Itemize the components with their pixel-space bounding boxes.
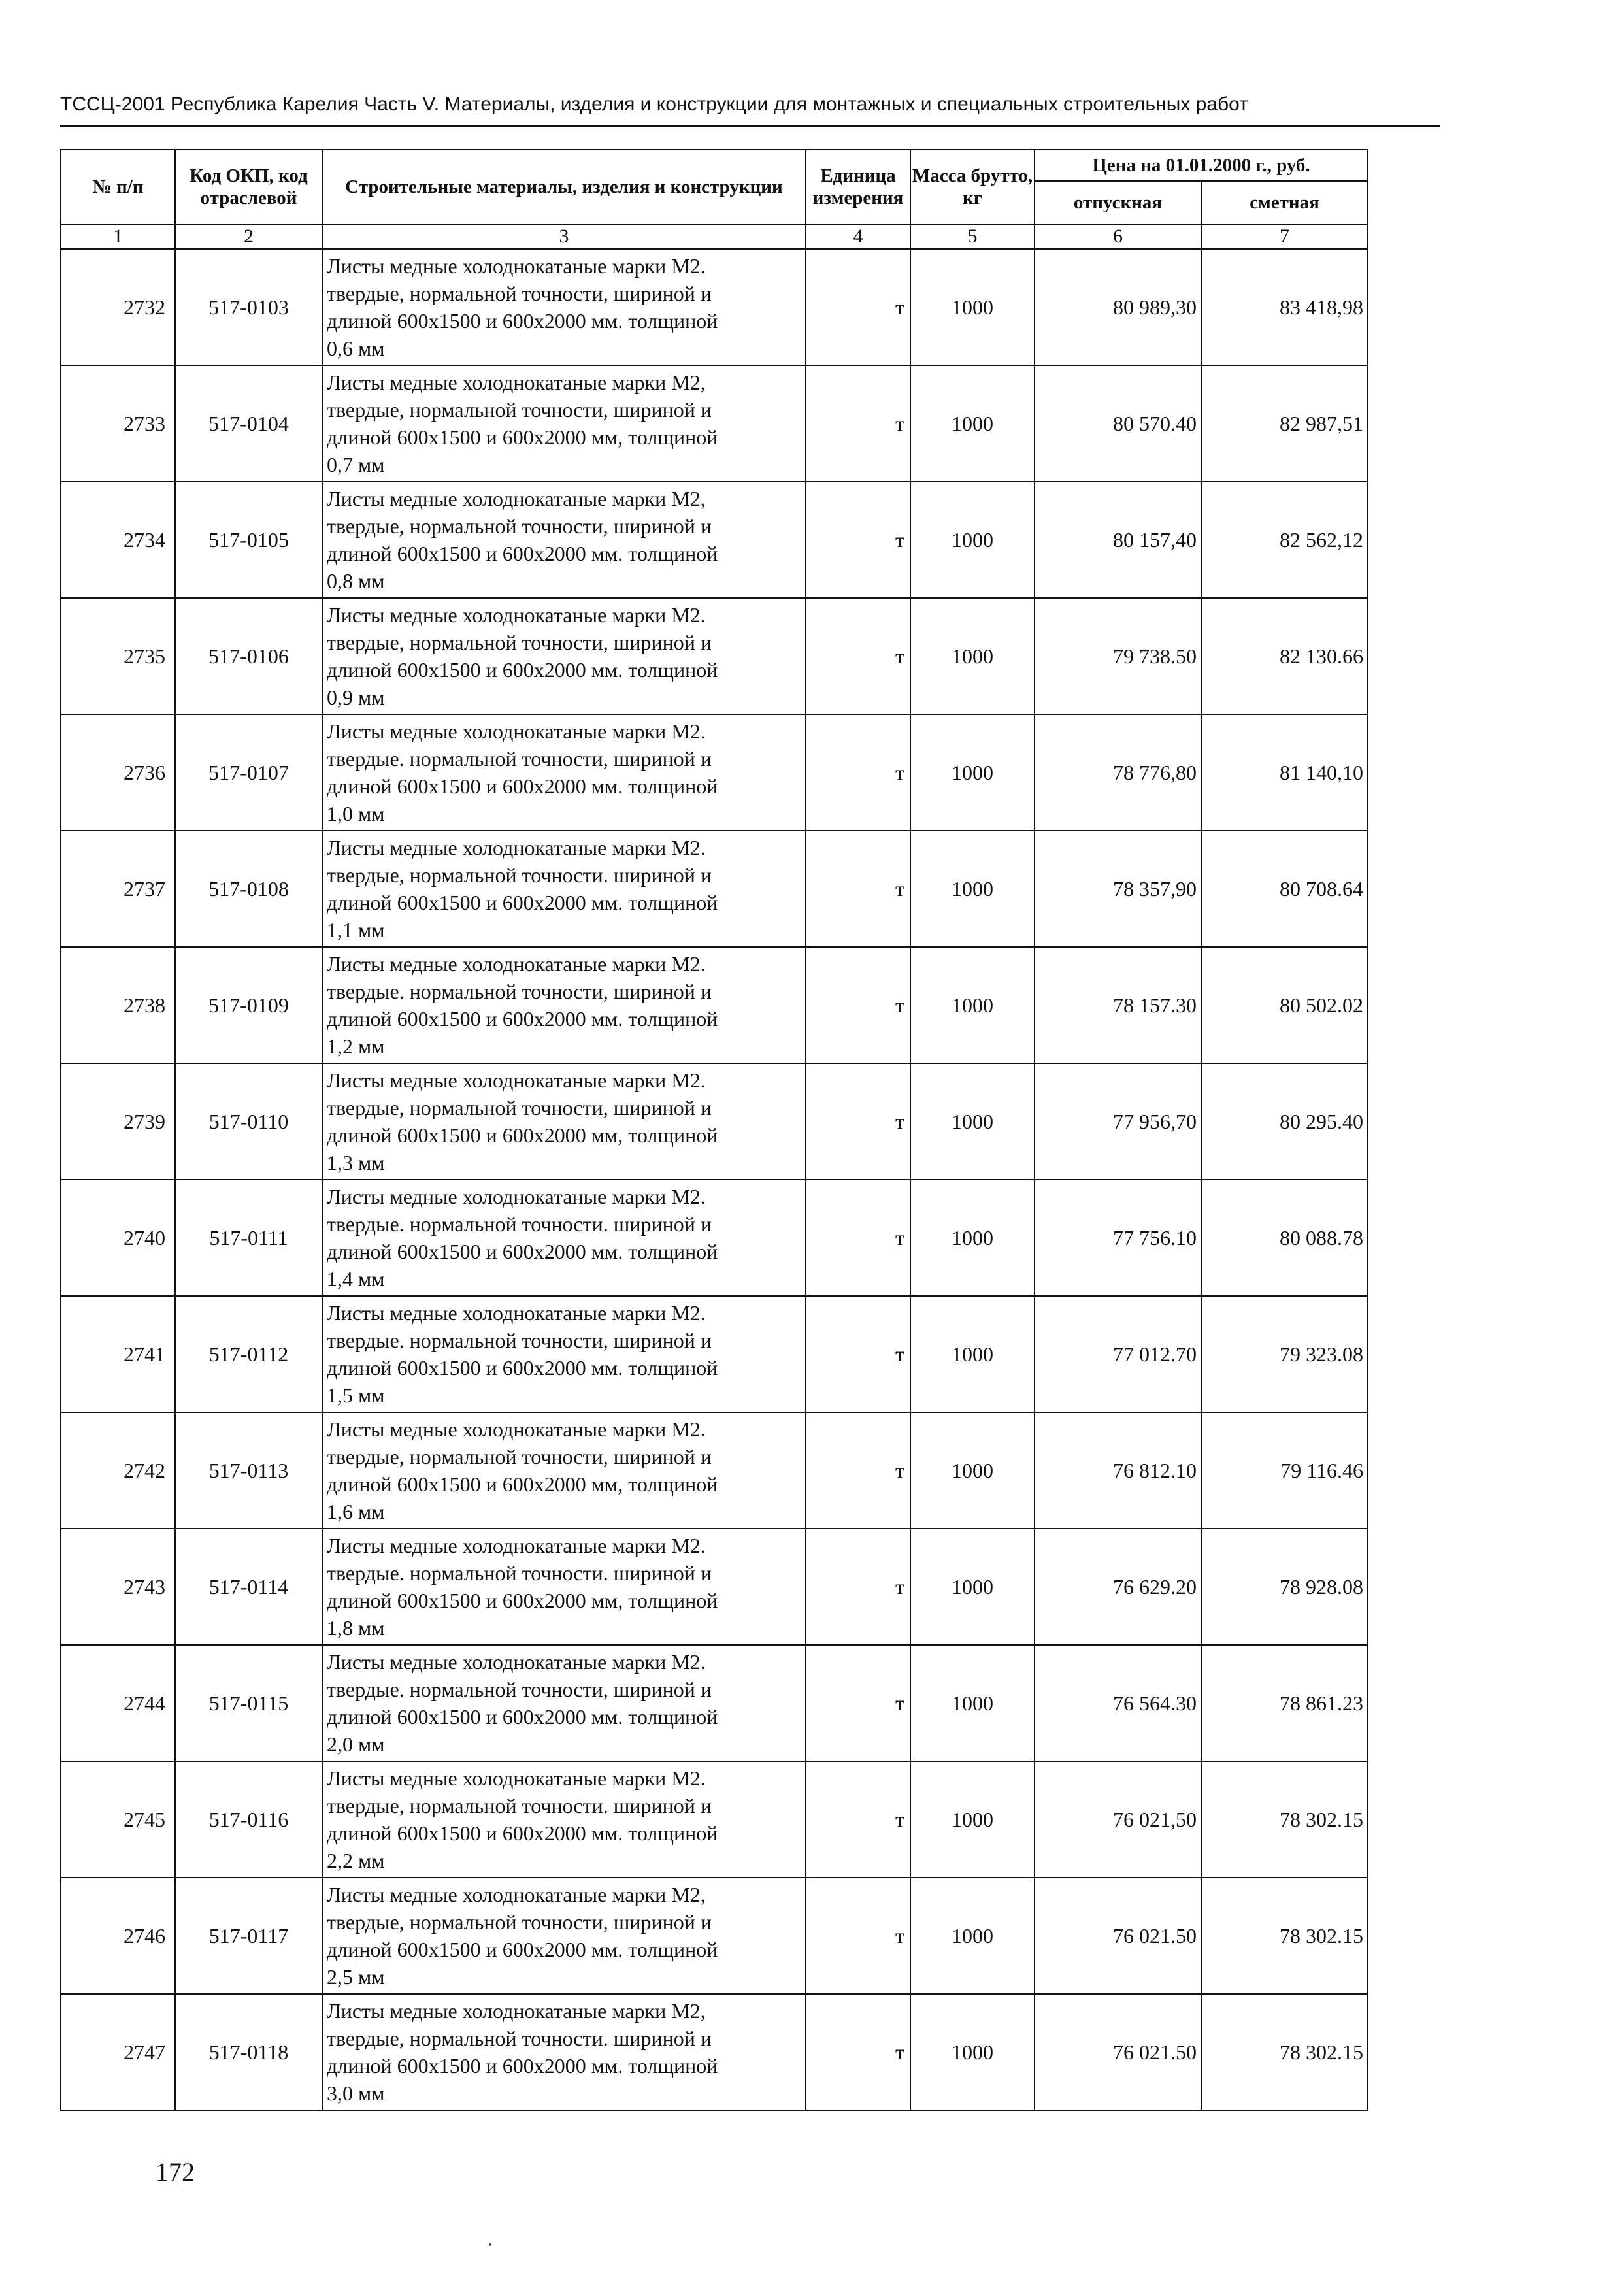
description-line: Листы медные холоднокатаные марки М2. <box>327 1766 706 1790</box>
table-row <box>61 947 1368 1063</box>
price-table <box>60 149 1368 2111</box>
unit-of-measure: т <box>806 1529 910 1645</box>
scan-speck <box>489 2243 491 2246</box>
description-line: длиной 600х1500 и 600х2000 мм. толщиной <box>327 542 718 565</box>
column-index-row <box>61 224 1368 249</box>
price-release: 76 021,50 <box>1035 1761 1201 1878</box>
gross-mass: 1000 <box>910 1063 1035 1180</box>
price-estimate: 80 708.64 <box>1201 831 1368 947</box>
description-line: Листы медные холоднокатаные марки М2. <box>327 1069 706 1092</box>
price-release: 77 956,70 <box>1035 1063 1201 1180</box>
description-line: твердые, нормальной точности. шириной и <box>327 1794 712 1817</box>
gross-mass: 1000 <box>910 831 1035 947</box>
okp-code: 517-0114 <box>175 1529 322 1645</box>
row-number: 2738 <box>61 947 175 1063</box>
material-description <box>322 598 806 714</box>
unit-of-measure: т <box>806 1761 910 1878</box>
description-line: твердые. нормальной точности. шириной и <box>327 1561 712 1585</box>
gross-mass: 1000 <box>910 947 1035 1063</box>
material-description <box>322 1761 806 1878</box>
unit-of-measure: т <box>806 1412 910 1529</box>
gross-mass: 1000 <box>910 1412 1035 1529</box>
description-line: Листы медные холоднокатаные марки М2, <box>327 1883 706 1906</box>
description-line: длиной 600х1500 и 600х2000 мм, толщиной <box>327 1589 718 1612</box>
description-line: длиной 600х1500 и 600х2000 мм. толщиной <box>327 1938 718 1961</box>
material-description <box>322 1645 806 1761</box>
description-line: 1,1 мм <box>327 918 385 942</box>
price-estimate: 78 861.23 <box>1201 1645 1368 1761</box>
description-line: твердые, нормальной точности. шириной и <box>327 863 712 887</box>
column-index: 3 <box>322 224 806 249</box>
description-line: длиной 600х1500 и 600х2000 мм. толщиной <box>327 1356 718 1380</box>
price-release: 76 812.10 <box>1035 1412 1201 1529</box>
material-description <box>322 1994 806 2110</box>
description-line: твердые. нормальной точности, шириной и <box>327 747 712 771</box>
okp-code: 517-0106 <box>175 598 322 714</box>
unit-of-measure: т <box>806 249 910 365</box>
description-line: 0,7 мм <box>327 453 385 476</box>
description-line: твердые, нормальной точности, шириной и <box>327 398 712 422</box>
gross-mass: 1000 <box>910 1994 1035 2110</box>
description-line: длиной 600х1500 и 600х2000 мм. толщиной <box>327 891 718 914</box>
page-header: ТССЦ-2001 Республика Карелия Часть V. Материалы, изделия и конструкции для монтажных и специальных строительных работ <box>60 93 1248 115</box>
table-row <box>61 1878 1368 1994</box>
row-number: 2732 <box>61 249 175 365</box>
description-line: длиной 600х1500 и 600х2000 мм. толщиной <box>327 1705 718 1729</box>
header-rule <box>60 125 1440 127</box>
description-line: твердые. нормальной точности, шириной и <box>327 1678 712 1701</box>
material-description <box>322 831 806 947</box>
description-line: Листы медные холоднокатаные марки М2. <box>327 1534 706 1557</box>
material-description <box>322 1529 806 1645</box>
price-release: 80 989,30 <box>1035 249 1201 365</box>
okp-code: 517-0105 <box>175 482 322 598</box>
unit-of-measure: т <box>806 714 910 831</box>
gross-mass: 1000 <box>910 598 1035 714</box>
description-line: твердые, нормальной точности, шириной и <box>327 282 712 305</box>
description-line: Листы медные холоднокатаные марки М2. <box>327 254 706 278</box>
material-description <box>322 482 806 598</box>
column-index: 7 <box>1201 224 1368 249</box>
price-release: 77 012.70 <box>1035 1296 1201 1412</box>
price-estimate: 80 502.02 <box>1201 947 1368 1063</box>
column-index: 6 <box>1035 224 1201 249</box>
description-line: Листы медные холоднокатаные марки М2. <box>327 720 706 743</box>
description-line: твердые, нормальной точности. шириной и <box>327 2027 712 2050</box>
material-description <box>322 1296 806 1412</box>
description-line: Листы медные холоднокатаные марки М2. <box>327 1185 706 1208</box>
okp-code: 517-0110 <box>175 1063 322 1180</box>
material-description <box>322 1878 806 1994</box>
description-line: твердые. нормальной точности, шириной и <box>327 1329 712 1352</box>
price-release: 78 776,80 <box>1035 714 1201 831</box>
description-line: 0,9 мм <box>327 686 385 709</box>
col-header-unit: Единица измерения <box>806 150 910 224</box>
gross-mass: 1000 <box>910 365 1035 482</box>
page-number: 172 <box>156 2157 195 2187</box>
description-line: длиной 600х1500 и 600х2000 мм, толщиной <box>327 1123 718 1147</box>
unit-of-measure: т <box>806 1994 910 2110</box>
unit-of-measure: т <box>806 947 910 1063</box>
table-row <box>61 831 1368 947</box>
unit-of-measure: т <box>806 482 910 598</box>
description-line: 3,0 мм <box>327 2081 385 2105</box>
col-header-price-group: Цена на 01.01.2000 г., руб. <box>1035 150 1368 181</box>
description-line: 0,8 мм <box>327 569 385 593</box>
okp-code: 517-0117 <box>175 1878 322 1994</box>
description-line: 1,2 мм <box>327 1035 385 1058</box>
price-estimate: 82 562,12 <box>1201 482 1368 598</box>
gross-mass: 1000 <box>910 1529 1035 1645</box>
gross-mass: 1000 <box>910 1878 1035 1994</box>
column-index: 2 <box>175 224 322 249</box>
price-release: 76 021.50 <box>1035 1878 1201 1994</box>
description-line: твердые, нормальной точности, шириной и <box>327 1910 712 1934</box>
table-row <box>61 1994 1368 2110</box>
unit-of-measure: т <box>806 1296 910 1412</box>
table-row <box>61 365 1368 482</box>
row-number: 2747 <box>61 1994 175 2110</box>
price-estimate: 78 302.15 <box>1201 1994 1368 2110</box>
column-index: 5 <box>910 224 1035 249</box>
description-line: длиной 600х1500 и 600х2000 мм. толщиной <box>327 2054 718 2078</box>
material-description <box>322 1063 806 1180</box>
price-estimate: 81 140,10 <box>1201 714 1368 831</box>
description-line: твердые. нормальной точности, шириной и <box>327 980 712 1003</box>
price-estimate: 80 295.40 <box>1201 1063 1368 1180</box>
description-line: твердые, нормальной точности, шириной и <box>327 1096 712 1119</box>
price-release: 78 357,90 <box>1035 831 1201 947</box>
okp-code: 517-0111 <box>175 1180 322 1296</box>
okp-code: 517-0108 <box>175 831 322 947</box>
column-index: 4 <box>806 224 910 249</box>
description-line: 2,5 мм <box>327 1965 385 1989</box>
table-row <box>61 1063 1368 1180</box>
description-line: Листы медные холоднокатаные марки М2. <box>327 1417 706 1441</box>
price-estimate: 78 302.15 <box>1201 1761 1368 1878</box>
gross-mass: 1000 <box>910 1296 1035 1412</box>
row-number: 2737 <box>61 831 175 947</box>
description-line: Листы медные холоднокатаные марки М2. <box>327 952 706 976</box>
description-line: 2,2 мм <box>327 1849 385 1872</box>
table-body <box>61 249 1368 2110</box>
gross-mass: 1000 <box>910 249 1035 365</box>
col-header-code: Код ОКП, код отраслевой <box>175 150 322 224</box>
gross-mass: 1000 <box>910 1761 1035 1878</box>
description-line: Листы медные холоднокатаные марки М2. <box>327 1301 706 1325</box>
description-line: Листы медные холоднокатаные марки М2, <box>327 371 706 394</box>
okp-code: 517-0116 <box>175 1761 322 1878</box>
description-line: 1,8 мм <box>327 1616 385 1640</box>
col-header-price-estimate: сметная <box>1201 181 1368 224</box>
description-line: длиной 600х1500 и 600х2000 мм, толщиной <box>327 1472 718 1496</box>
unit-of-measure: т <box>806 1180 910 1296</box>
col-header-mass: Масса брутто, кг <box>910 150 1035 224</box>
table-row <box>61 1761 1368 1878</box>
okp-code: 517-0109 <box>175 947 322 1063</box>
col-header-num: № п/п <box>61 150 175 224</box>
description-line: длиной 600х1500 и 600х2000 мм. толщиной <box>327 1821 718 1845</box>
row-number: 2739 <box>61 1063 175 1180</box>
material-description <box>322 1180 806 1296</box>
description-line: длиной 600х1500 и 600х2000 мм, толщиной <box>327 425 718 449</box>
description-line: длиной 600х1500 и 600х2000 мм. толщиной <box>327 1240 718 1263</box>
price-release: 76 629.20 <box>1035 1529 1201 1645</box>
gross-mass: 1000 <box>910 714 1035 831</box>
okp-code: 517-0113 <box>175 1412 322 1529</box>
gross-mass: 1000 <box>910 1645 1035 1761</box>
description-line: 0,6 мм <box>327 337 385 360</box>
okp-code: 517-0112 <box>175 1296 322 1412</box>
table-row <box>61 482 1368 598</box>
material-description <box>322 714 806 831</box>
description-line: Листы медные холоднокатаные марки М2, <box>327 1999 706 2023</box>
table-row <box>61 1296 1368 1412</box>
material-description <box>322 249 806 365</box>
price-release: 80 570.40 <box>1035 365 1201 482</box>
row-number: 2741 <box>61 1296 175 1412</box>
table-row <box>61 1412 1368 1529</box>
row-number: 2734 <box>61 482 175 598</box>
okp-code: 517-0103 <box>175 249 322 365</box>
table-row <box>61 1645 1368 1761</box>
price-estimate: 79 323.08 <box>1201 1296 1368 1412</box>
unit-of-measure: т <box>806 1063 910 1180</box>
row-number: 2746 <box>61 1878 175 1994</box>
description-line: длиной 600х1500 и 600х2000 мм. толщиной <box>327 658 718 682</box>
okp-code: 517-0107 <box>175 714 322 831</box>
price-estimate: 78 302.15 <box>1201 1878 1368 1994</box>
description-line: твердые. нормальной точности. шириной и <box>327 1212 712 1236</box>
description-line: Листы медные холоднокатаные марки М2, <box>327 487 706 510</box>
price-release: 76 564.30 <box>1035 1645 1201 1761</box>
row-number: 2742 <box>61 1412 175 1529</box>
row-number: 2735 <box>61 598 175 714</box>
price-release: 80 157,40 <box>1035 482 1201 598</box>
col-header-name: Строительные материалы, изделия и конструкции <box>322 150 806 224</box>
price-estimate: 78 928.08 <box>1201 1529 1368 1645</box>
price-estimate: 80 088.78 <box>1201 1180 1368 1296</box>
unit-of-measure: т <box>806 598 910 714</box>
description-line: 1,3 мм <box>327 1151 385 1174</box>
description-line: твердые, нормальной точности, шириной и <box>327 1445 712 1468</box>
row-number: 2745 <box>61 1761 175 1878</box>
table-row <box>61 1180 1368 1296</box>
row-number: 2733 <box>61 365 175 482</box>
table-row <box>61 714 1368 831</box>
description-line: длиной 600х1500 и 600х2000 мм. толщиной <box>327 309 718 333</box>
description-line: твердые, нормальной точности, шириной и <box>327 514 712 538</box>
col-header-price-release: отпускная <box>1035 181 1201 224</box>
description-line: Листы медные холоднокатаные марки М2. <box>327 836 706 859</box>
price-estimate: 82 987,51 <box>1201 365 1368 482</box>
okp-code: 517-0118 <box>175 1994 322 2110</box>
description-line: длиной 600х1500 и 600х2000 мм. толщиной <box>327 1007 718 1031</box>
row-number: 2736 <box>61 714 175 831</box>
description-line: 1,4 мм <box>327 1267 385 1291</box>
description-line: длиной 600х1500 и 600х2000 мм. толщиной <box>327 774 718 798</box>
price-estimate: 79 116.46 <box>1201 1412 1368 1529</box>
material-description <box>322 365 806 482</box>
unit-of-measure: т <box>806 365 910 482</box>
price-release: 76 021.50 <box>1035 1994 1201 2110</box>
row-number: 2744 <box>61 1645 175 1761</box>
column-index: 1 <box>61 224 175 249</box>
description-line: 2,0 мм <box>327 1732 385 1756</box>
description-line: 1,0 мм <box>327 802 385 825</box>
price-release: 78 157.30 <box>1035 947 1201 1063</box>
description-line: 1,5 мм <box>327 1384 385 1407</box>
unit-of-measure: т <box>806 1878 910 1994</box>
description-line: твердые, нормальной точности, шириной и <box>327 631 712 654</box>
okp-code: 517-0104 <box>175 365 322 482</box>
price-release: 79 738.50 <box>1035 598 1201 714</box>
price-estimate: 82 130.66 <box>1201 598 1368 714</box>
unit-of-measure: т <box>806 831 910 947</box>
description-line: 1,6 мм <box>327 1500 385 1523</box>
okp-code: 517-0115 <box>175 1645 322 1761</box>
price-release: 77 756.10 <box>1035 1180 1201 1296</box>
table-row <box>61 598 1368 714</box>
gross-mass: 1000 <box>910 1180 1035 1296</box>
description-line: Листы медные холоднокатаные марки М2. <box>327 603 706 627</box>
price-estimate: 83 418,98 <box>1201 249 1368 365</box>
table-row <box>61 249 1368 365</box>
material-description <box>322 1412 806 1529</box>
row-number: 2740 <box>61 1180 175 1296</box>
table-row <box>61 1529 1368 1645</box>
unit-of-measure: т <box>806 1645 910 1761</box>
row-number: 2743 <box>61 1529 175 1645</box>
description-line: Листы медные холоднокатаные марки М2. <box>327 1650 706 1674</box>
gross-mass: 1000 <box>910 482 1035 598</box>
material-description <box>322 947 806 1063</box>
